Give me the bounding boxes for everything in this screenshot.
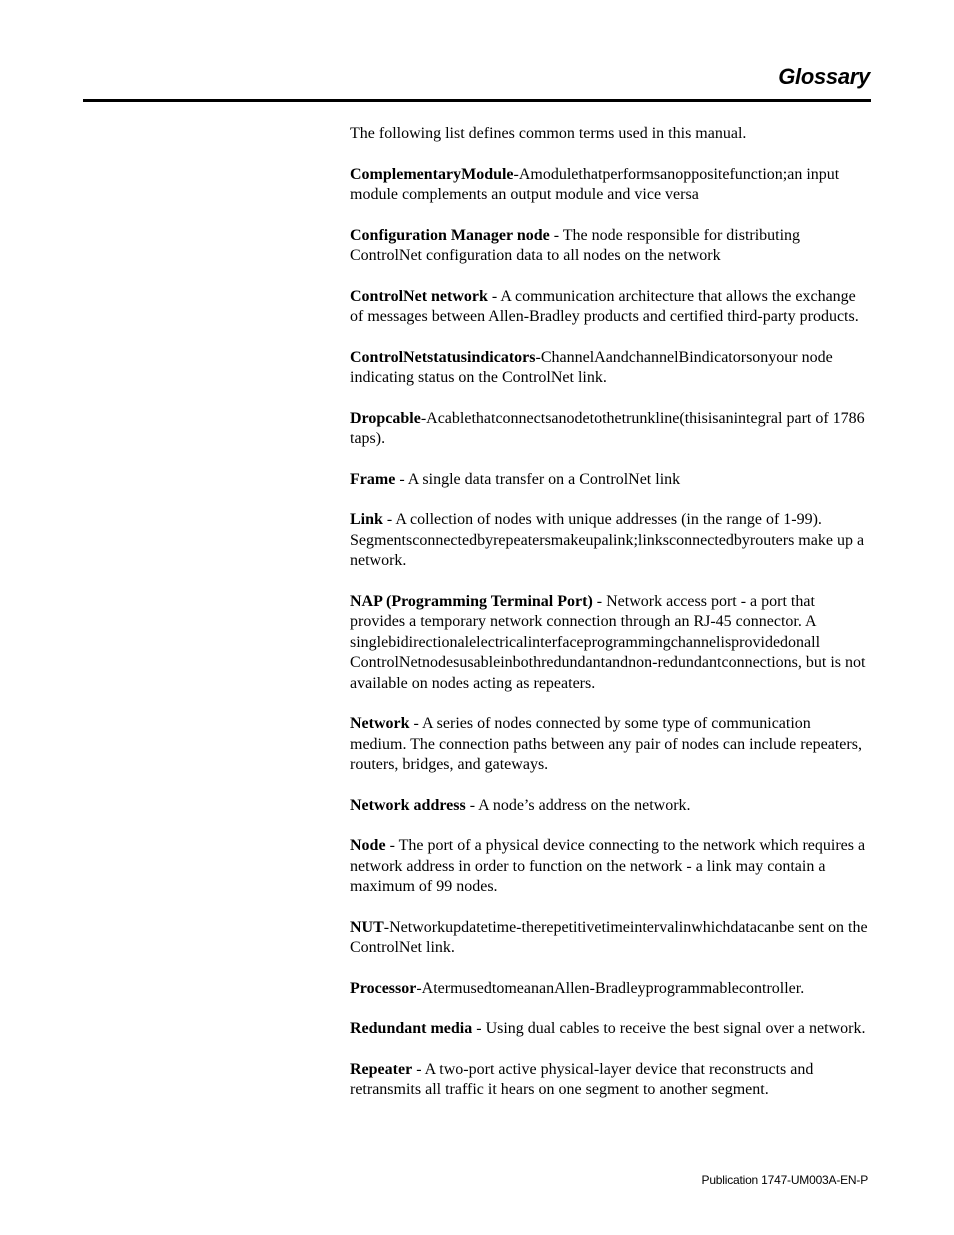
glossary-term: Dropcable — [350, 409, 421, 427]
glossary-term: Network — [350, 715, 410, 732]
glossary-definition: -Amodulethatperformsanoppositefunction;an input module complements an output module and vice versa — [350, 165, 840, 203]
glossary-entry — [350, 979, 870, 1000]
glossary-definition: - A series of nodes connected by some type of communication medium. The connection paths between any pair of nodes can include repeaters, routers, bridges, and gateways. — [350, 715, 862, 773]
glossary-entry — [350, 409, 870, 450]
glossary-content — [350, 124, 870, 1121]
glossary-definition: - Network access port - a port that provides a temporary network connection through an RJ-45 connector. A singlebidirectionalelectricalinterfaceprogrammingchannelisprovidedonall ControlNetnodesusableinbothredundantandnon-redundantconnections, but is not available on nodes acting as repeaters. — [350, 592, 866, 692]
glossary-term: Configuration Manager node — [350, 226, 550, 244]
glossary-term: Repeater — [350, 1060, 413, 1078]
glossary-definition: - A node’s address on the network. — [465, 796, 691, 814]
glossary-term: ControlNetstatusindicators — [350, 348, 536, 366]
glossary-entry — [350, 510, 870, 572]
glossary-definition: -ChannelAandchannelBindicatorsonyour node indicating status on the ControlNet link. — [350, 348, 833, 386]
glossary-entry — [350, 1060, 870, 1101]
glossary-term: Processor — [350, 979, 417, 997]
glossary-entry — [350, 592, 870, 695]
glossary-entry — [350, 836, 870, 898]
glossary-term: Frame — [350, 470, 396, 488]
glossary-definition: - Using dual cables to receive the best signal over a network. — [472, 1020, 866, 1037]
page-title: Glossary — [778, 64, 870, 89]
glossary-term: NAP (Programming Terminal Port) — [350, 592, 593, 610]
glossary-entry — [350, 796, 870, 817]
intro-text: The following list defines common terms used in this manual. — [350, 125, 747, 142]
glossary-entry — [350, 165, 870, 206]
publication-footer: Publication 1747-UM003A-EN-P — [701, 1173, 868, 1187]
glossary-entry — [350, 1019, 870, 1040]
glossary-term: Link — [350, 511, 383, 528]
glossary-definition: - A collection of nodes with unique addresses (in the range of 1-99). Segmentsconnectedbyrepeatersmakeupalink;linksconnectedbyrouters make up a network. — [350, 511, 865, 569]
glossary-term: NUT — [350, 918, 384, 936]
glossary-entry — [350, 348, 870, 389]
glossary-definition: - A communication architecture that allows the exchange of messages between Allen-Bradley products and certified third-party products. — [350, 287, 859, 325]
glossary-entry — [350, 918, 870, 959]
glossary-definition: -Acablethatconnectsanodetothetrunkline(thisisanintegral part of 1786 taps). — [350, 409, 865, 447]
glossary-term: Network address — [350, 796, 466, 814]
glossary-term: Redundant media — [350, 1020, 473, 1037]
glossary-definition: - A single data transfer on a ControlNet link — [395, 470, 681, 488]
glossary-entry — [350, 714, 870, 776]
glossary-term: Node — [350, 837, 386, 854]
glossary-entry — [350, 226, 870, 267]
glossary-definition: -Networkupdatetime-therepetitivetimeintervalinwhichdatacanbe sent on the ControlNet link. — [350, 918, 868, 956]
glossary-definition: - The node responsible for distributing ControlNet configuration data to all nodes on the network — [350, 226, 801, 264]
glossary-entry — [350, 470, 870, 491]
glossary-definition: - A two-port active physical-layer device that reconstructs and retransmits all traffic it hears on one segment to another segment. — [350, 1060, 814, 1098]
glossary-definition: -AtermusedtomeananAllen-Bradleyprogrammablecontroller. — [416, 979, 805, 997]
glossary-definition: - The port of a physical device connecting to the network which requires a network address in order to function on the network - a link may contain a maximum of 99 nodes. — [350, 837, 866, 895]
glossary-term: ControlNet network — [350, 287, 488, 305]
glossary-term: ComplementaryModule — [350, 165, 514, 183]
title-rule — [83, 99, 871, 102]
glossary-entry — [350, 287, 870, 328]
